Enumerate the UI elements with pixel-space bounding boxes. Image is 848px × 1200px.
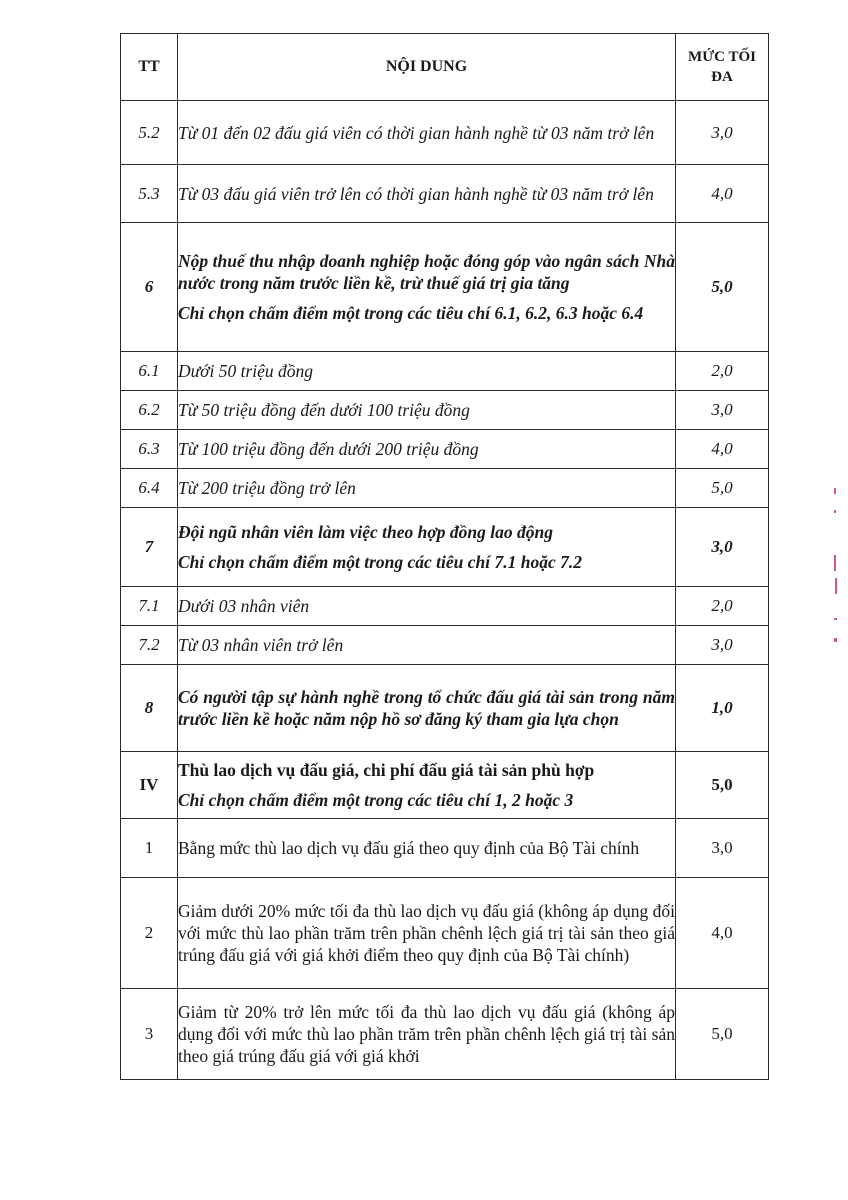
row-number: 7 <box>121 508 178 587</box>
row-max-score: 4,0 <box>676 430 769 469</box>
row-number: 6.3 <box>121 430 178 469</box>
row-number: 3 <box>121 989 178 1080</box>
row-number: 5.2 <box>121 101 178 165</box>
table-row <box>121 665 769 752</box>
row-content <box>178 352 676 391</box>
content-line: Từ 03 nhân viên trở lên <box>178 635 344 655</box>
row-content <box>178 878 676 989</box>
stamp-mark <box>834 618 837 620</box>
table-row <box>121 587 769 626</box>
row-max-score: 3,0 <box>676 391 769 430</box>
content-note: Chỉ chọn chấm điểm một trong các tiêu chí 6.1, 6.2, 6.3 hoặc 6.4 <box>178 303 644 323</box>
row-content <box>178 430 676 469</box>
table-row <box>121 626 769 665</box>
row-content <box>178 508 676 587</box>
content-line: Từ 03 đấu giá viên trở lên có thời gian hành nghề từ 03 năm trở lên <box>178 183 654 204</box>
row-number: 6.1 <box>121 352 178 391</box>
table-row <box>121 819 769 878</box>
row-max-score: 5,0 <box>676 989 769 1080</box>
row-number: 1 <box>121 819 178 878</box>
row-number: 6.2 <box>121 391 178 430</box>
content-note: Chỉ chọn chấm điểm một trong các tiêu chí 7.1 hoặc 7.2 <box>178 552 582 572</box>
content-line: Bằng mức thù lao dịch vụ đấu giá theo quy định của Bộ Tài chính <box>178 838 640 858</box>
row-number: 6 <box>121 223 178 352</box>
row-max-score: 3,0 <box>676 626 769 665</box>
table-row <box>121 223 769 352</box>
row-max-score: 3,0 <box>676 508 769 587</box>
stamp-mark <box>835 578 837 594</box>
row-max-score: 1,0 <box>676 665 769 752</box>
content-note: Chỉ chọn chấm điểm một trong các tiêu chí 1, 2 hoặc 3 <box>178 790 574 810</box>
content-line: Từ 50 triệu đồng đến dưới 100 triệu đồng <box>178 400 470 420</box>
row-number: 6.4 <box>121 469 178 508</box>
row-content <box>178 223 676 352</box>
content-line: Từ 200 triệu đồng trở lên <box>178 478 356 498</box>
row-content <box>178 391 676 430</box>
content-line: Từ 100 triệu đồng đến dưới 200 triệu đồng <box>178 439 479 459</box>
table-row <box>121 752 769 819</box>
row-content <box>178 626 676 665</box>
stamp-bleed-marks <box>830 480 844 650</box>
header-content: NỘI DUNG <box>178 34 676 101</box>
row-content <box>178 101 676 165</box>
row-content <box>178 587 676 626</box>
content-line: Đội ngũ nhân viên làm việc theo hợp đồng lao động <box>178 522 553 542</box>
row-max-score: 5,0 <box>676 752 769 819</box>
table-row <box>121 391 769 430</box>
content-line: Giảm từ 20% trở lên mức tối đa thù lao dịch vụ đấu giá (không áp dụng đối với mức thù lao phần trăm trên phần chênh lệch giá trị tài sản theo giá trúng đấu giá với giá khởi <box>178 1002 675 1066</box>
content-line: Giảm dưới 20% mức tối đa thù lao dịch vụ đấu giá (không áp dụng đối với mức thù lao phần trăm trên phần chênh lệch giá trị tài sản theo giá trúng đấu giá với giá khởi điểm theo quy định của Bộ Tài chính) <box>178 901 675 965</box>
content-line: Dưới 03 nhân viên <box>178 596 310 616</box>
row-number: 7.2 <box>121 626 178 665</box>
header-tt: TT <box>121 34 178 101</box>
row-content <box>178 819 676 878</box>
table-header-row <box>121 34 769 101</box>
content-line: Nộp thuế thu nhập doanh nghiệp hoặc đóng góp vào ngân sách Nhà nước trong năm trước liền kề, trừ thuế giá trị gia tăng <box>178 251 675 293</box>
table-row <box>121 469 769 508</box>
row-max-score: 5,0 <box>676 223 769 352</box>
table-row <box>121 165 769 223</box>
table-row <box>121 508 769 587</box>
stamp-mark <box>834 555 836 571</box>
row-max-score: 2,0 <box>676 587 769 626</box>
header-max-score: MỨC TỐI ĐA <box>676 34 769 101</box>
row-number: 5.3 <box>121 165 178 223</box>
row-content <box>178 165 676 223</box>
row-max-score: 2,0 <box>676 352 769 391</box>
row-max-score: 4,0 <box>676 878 769 989</box>
row-max-score: 4,0 <box>676 165 769 223</box>
row-max-score: 3,0 <box>676 101 769 165</box>
row-number: 7.1 <box>121 587 178 626</box>
row-content <box>178 665 676 752</box>
row-content <box>178 989 676 1080</box>
table-row <box>121 878 769 989</box>
table-row <box>121 352 769 391</box>
row-content <box>178 469 676 508</box>
row-max-score: 5,0 <box>676 469 769 508</box>
content-line: Thù lao dịch vụ đấu giá, chi phí đấu giá tài sản phù hợp <box>178 760 595 780</box>
scoring-criteria-table <box>120 33 769 1080</box>
table-row <box>121 430 769 469</box>
stamp-mark <box>834 488 836 494</box>
row-max-score: 3,0 <box>676 819 769 878</box>
stamp-mark <box>834 510 836 513</box>
content-line: Từ 01 đến 02 đấu giá viên có thời gian hành nghề từ 03 năm trở lên <box>178 122 655 143</box>
content-line: Có người tập sự hành nghề trong tổ chức đấu giá tài sản trong năm trước liền kề hoặc năm nộp hồ sơ đăng ký tham gia lựa chọn <box>178 687 675 729</box>
table-row <box>121 101 769 165</box>
row-number: IV <box>121 752 178 819</box>
content-line: Dưới 50 triệu đồng <box>178 361 314 381</box>
row-number: 2 <box>121 878 178 989</box>
row-number: 8 <box>121 665 178 752</box>
stamp-mark <box>834 638 837 642</box>
row-content <box>178 752 676 819</box>
table-row <box>121 989 769 1080</box>
